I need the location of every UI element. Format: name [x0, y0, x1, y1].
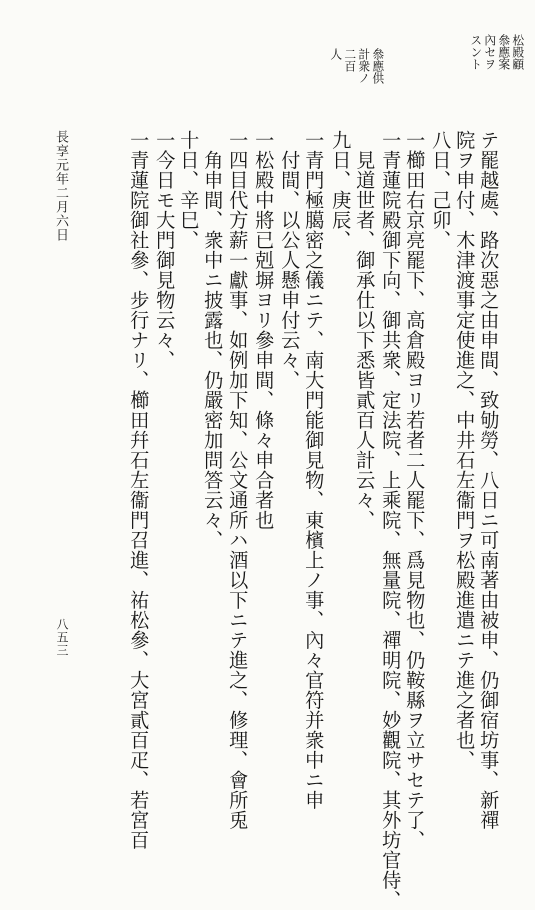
text-column-3: 八日、己卯、 [429, 130, 453, 250]
text-column-4: 一櫛田右京亮罷下、高倉殿ヨリ若者二人罷下、爲見物也、仍鞍縣ヲ立サセテ了、 [403, 130, 427, 850]
header-note-right-col-1: 松殿顧 [510, 34, 525, 70]
text-column-12: 角申間、衆中ニ披露也、仍嚴密加問答云々、 [201, 150, 225, 550]
text-column-1: テ罷越處、路次惡之由申間、致劬勞、八日ニ可南著由被申、仍御宿坊事、新禪 [477, 130, 501, 830]
text-column-14: 一今日モ大門御見物云々、 [153, 130, 177, 370]
header-note-right-col-2: 叅應案 [496, 34, 511, 70]
header-note-left-col-4: 人 [328, 48, 343, 60]
text-column-8: 一青門極臈密之儀ニテ、南大門能御見物、東檳上ノ事、內々官符并衆中ニ申 [302, 130, 326, 810]
text-column-7: 九日、庚辰、 [329, 130, 353, 250]
header-note-right-col-4: スント [468, 34, 483, 70]
header-note-right-col-3: 內セヲ [482, 34, 497, 70]
text-column-10: 一松殿中將已剋塀ヨリ參申間、條々申合者也 [252, 130, 276, 530]
header-note-left-col-1: 叅應供 [370, 48, 385, 84]
text-column-6: 見道世者、御承仕以下悉皆貳百人計云々、 [353, 150, 377, 530]
text-column-9: 付間、以公人懸申付云々、 [278, 150, 302, 390]
text-column-15: 一青蓮院御社參、步行ナリ、櫛田幷石左衞門召進、祐松參、大宮貳百疋、若宮百 [127, 130, 151, 850]
text-column-2: 院ヲ申付、木津渡事定使進之、中井石左衞門ヲ松殿進遣ニテ進之者也、 [453, 130, 477, 770]
header-note-left-col-2: 計衆ノ [356, 48, 371, 84]
date-label: 長享元年二月六日 [53, 130, 68, 242]
text-column-11: 一四目代方薪一獻事、如例加下知、公文通所ハ酒以下ニテ進之、修理、會所兎 [226, 130, 250, 830]
page-number: 八五三 [55, 618, 69, 657]
text-column-5: 一青蓮院殿御下向、御共衆、定法院、上乘院、無量院、禪明院、妙觀院、其外坊官侍、 [379, 130, 403, 910]
header-note-left-col-3: 二百 [342, 48, 357, 72]
text-column-13: 十日、辛巳、 [177, 130, 201, 250]
